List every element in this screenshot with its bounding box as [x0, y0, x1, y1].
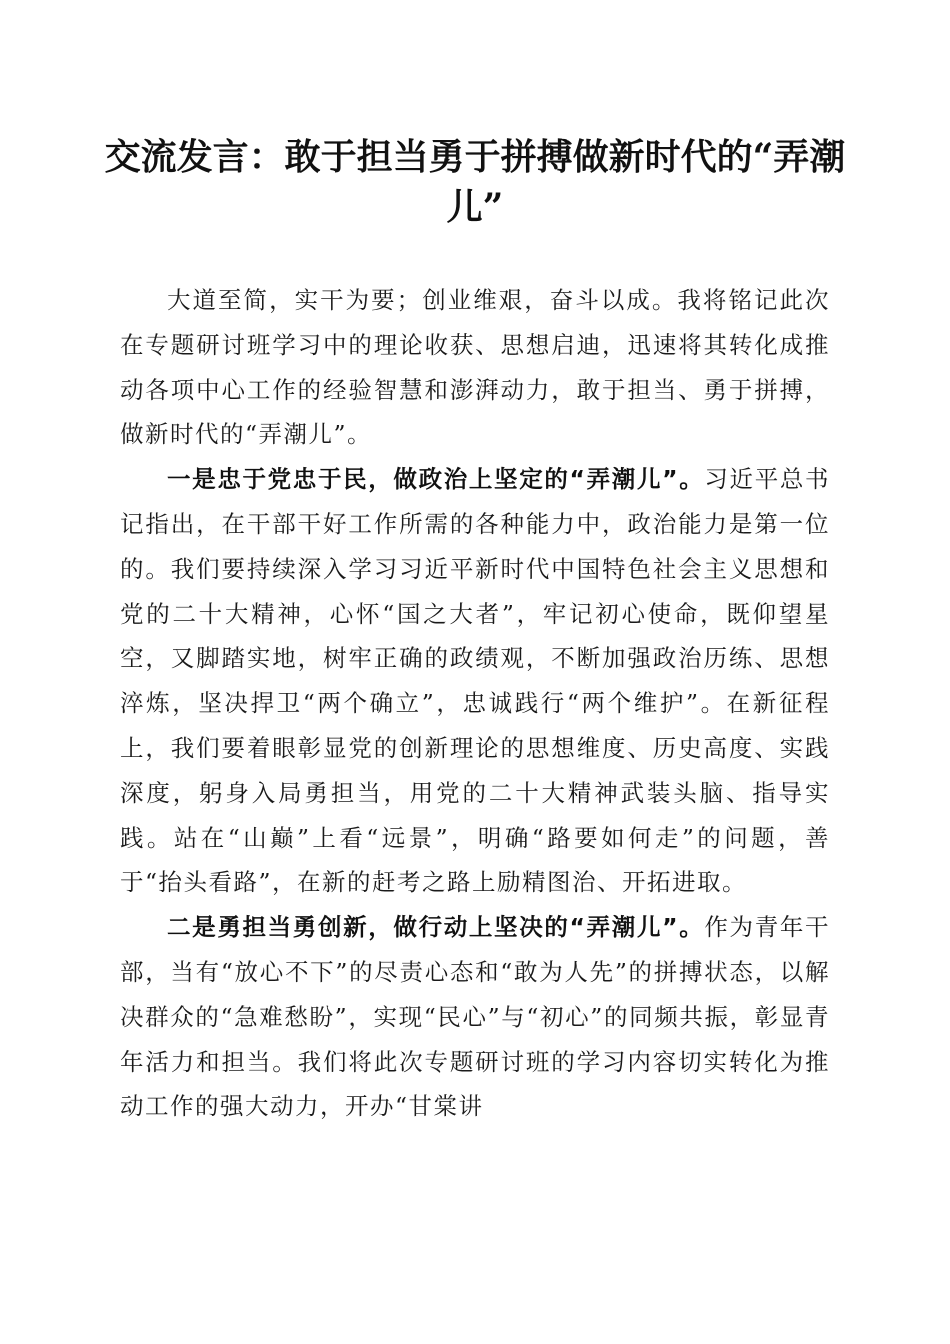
paragraph-intro	[120, 278, 830, 457]
paragraph-point-two-lead: 二是勇担当勇创新，做行动上坚决的“弄潮儿”。	[167, 913, 705, 942]
document-title: 交流发言：敢于担当勇于拼搏做新时代的“弄潮儿”	[104, 136, 846, 228]
paragraph-intro-text: 大道至简，实干为要；创业维艰，奋斗以成。我将铭记此次在专题研讨班学习中的理论收获、思想启迪，迅速将其转化成推动各项中心工作的经验智慧和澎湃动力，敢于担当、勇于拼搏，做新时代的“弄潮儿”。	[120, 286, 830, 449]
paragraph-point-one-lead: 一是忠于党忠于民，做政治上坚定的“弄潮儿”。	[167, 465, 705, 494]
document-body	[120, 278, 830, 1129]
paragraph-point-one-text: 习近平总书记指出，在干部干好工作所需的各种能力中，政治能力是第一位的。我们要持续深入学习习近平新时代中国特色社会主义思想和党的二十大精神，心怀“国之大者”，牢记初心使命，既仰望星空，又脚踏实地，树牢正确的政绩观，不断加强政治历练、思想淬炼，坚决捍卫“两个确立”，忠诚践行“两个维护”。在新征程上，我们要着眼彰显党的创新理论的思想维度、历史高度、实践深度，躬身入局勇担当，用党的二十大精神武装头脑、指导实践。站在“山巅”上看“远景”，明确“路要如何走”的问题，善于“抬头看路”，在新的赶考之路上励精图治、开拓进取。	[120, 465, 831, 897]
paragraph-point-two-text: 作为青年干部，当有“放心不下”的尽责心态和“敢为人先”的拼搏状态，以解决群众的“急难愁盼”，实现“民心”与“初心”的同频共振，彰显青年活力和担当。我们将此次专题研讨班的学习内容切实转化为推动工作的强大动力，开办“甘棠讲	[120, 913, 831, 1121]
paragraph-point-one	[120, 457, 830, 905]
paragraph-point-two	[120, 905, 830, 1129]
